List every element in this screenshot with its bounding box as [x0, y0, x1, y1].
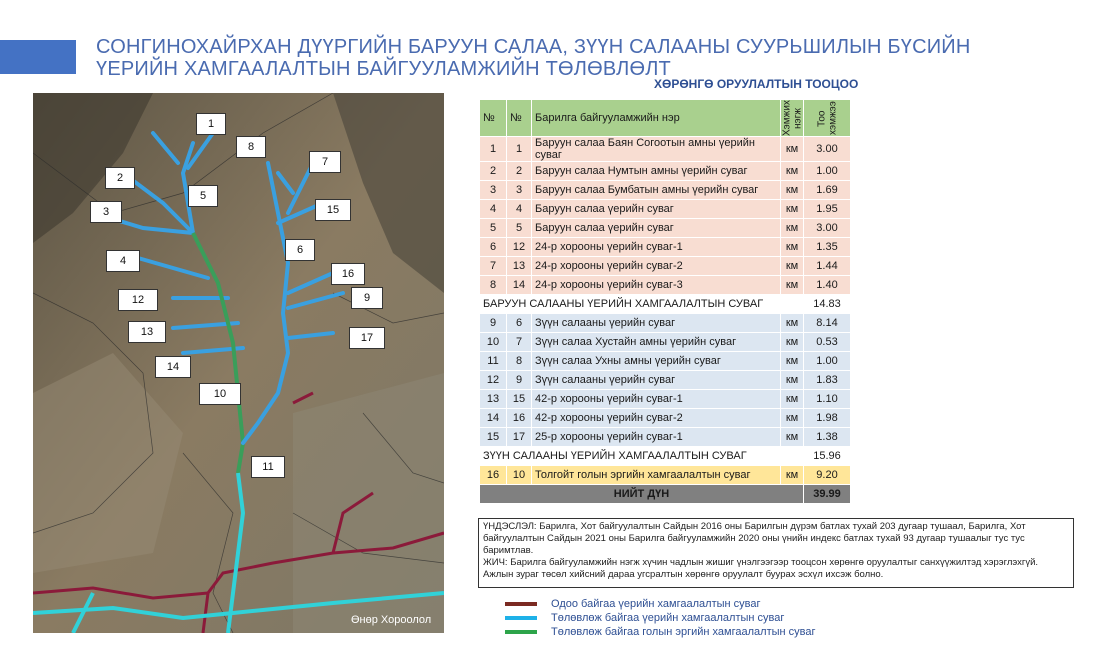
table-row — [480, 257, 851, 276]
row-unit: км — [781, 162, 804, 181]
table-row — [480, 314, 851, 333]
map-label-2: 2 — [105, 167, 135, 189]
row-unit: км — [781, 276, 804, 295]
east-sum-value: 15.96 — [804, 447, 851, 466]
legend-label-river: Төлөвлөж байгаа голын эргийн хамгаалалтын суваг — [551, 626, 816, 638]
legend-swatch-planned — [505, 616, 537, 620]
row-name: Зүүн салааны үерийн суваг — [532, 314, 781, 333]
col-unit: Хэмжих нэгж — [781, 100, 803, 136]
title-accent-block — [0, 40, 76, 74]
table-row — [480, 137, 851, 162]
row-qty: 1.40 — [804, 276, 851, 295]
map-label-3: 3 — [90, 201, 122, 223]
row-qty: 3.00 — [804, 137, 851, 162]
row-qty: 1.00 — [804, 162, 851, 181]
row-no1: 2 — [480, 162, 507, 181]
map-label-8: 8 — [236, 136, 266, 158]
row-qty: 1.95 — [804, 200, 851, 219]
row-no2: 9 — [507, 371, 532, 390]
row-qty: 1.00 — [804, 352, 851, 371]
river-a: 16 — [480, 466, 507, 485]
row-qty: 1.10 — [804, 390, 851, 409]
row-name: 42-р хорооны үерийн суваг-2 — [532, 409, 781, 428]
row-name: Баруун салаа Бумбатын амны үерийн суваг — [532, 181, 781, 200]
row-no1: 5 — [480, 219, 507, 238]
map-label-16: 16 — [331, 263, 365, 285]
map-panel — [33, 93, 444, 633]
table-row — [480, 238, 851, 257]
river-row — [480, 466, 851, 485]
row-no2: 13 — [507, 257, 532, 276]
legend-swatch-river — [505, 630, 537, 634]
table-row — [480, 276, 851, 295]
row-unit: км — [781, 137, 804, 162]
table-row — [480, 371, 851, 390]
row-name: 25-р хорооны үерийн суваг-1 — [532, 428, 781, 447]
note-basis: ҮНДЭСЛЭЛ: Барилга, Хот байгуулалтын Сайдын 2016 оны Барилгын дүрэм батлах тухай 203 дугаар тушаал, Барилга, Хот байгуулалтын Сайдын 2021 оны Барилга байгууламжийн 2020 оны үнийн индекс батлах тухай 93 дугаар тушаалыг тус тус баримтлав. — [483, 521, 1026, 556]
note-box — [478, 518, 1074, 588]
row-no1: 12 — [480, 371, 507, 390]
row-no1: 14 — [480, 409, 507, 428]
table-row — [480, 352, 851, 371]
map-label-9: 9 — [351, 287, 383, 309]
east-rows — [480, 314, 851, 447]
east-sum-label: ЗҮҮН САЛААНЫ ҮЕРИЙН ХАМГААЛАЛТЫН СУВАГ — [480, 447, 804, 466]
row-name: 42-р хорооны үерийн суваг-1 — [532, 390, 781, 409]
row-name: Зүүн салаа Хустайн амны үерийн суваг — [532, 333, 781, 352]
row-name: 24-р хорооны үерийн суваг-2 — [532, 257, 781, 276]
legend-label-existing: Одоо байгаа үерийн хамгаалалтын суваг — [551, 598, 761, 610]
total-label: НИЙТ ДҮН — [480, 485, 804, 504]
map-label-17: 17 — [349, 327, 385, 349]
map-label-13: 13 — [128, 321, 166, 343]
row-qty: 1.35 — [804, 238, 851, 257]
legend-existing — [505, 598, 761, 610]
row-qty: 1.83 — [804, 371, 851, 390]
river-b: 10 — [507, 466, 532, 485]
row-name: Баруун салаа үерийн суваг — [532, 219, 781, 238]
row-qty: 1.98 — [804, 409, 851, 428]
row-qty: 8.14 — [804, 314, 851, 333]
row-no1: 9 — [480, 314, 507, 333]
row-no1: 6 — [480, 238, 507, 257]
row-qty: 1.69 — [804, 181, 851, 200]
row-no2: 8 — [507, 352, 532, 371]
row-name: 24-р хорооны үерийн суваг-3 — [532, 276, 781, 295]
map-graphic — [33, 93, 444, 633]
west-sum-value: 14.83 — [804, 295, 851, 314]
row-no1: 11 — [480, 352, 507, 371]
row-no2: 5 — [507, 219, 532, 238]
col-no1: № — [480, 100, 507, 137]
map-label-6: 6 — [285, 239, 315, 261]
row-unit: км — [781, 371, 804, 390]
row-name: Зүүн салаа Ухны амны үерийн суваг — [532, 352, 781, 371]
table-row — [480, 181, 851, 200]
row-qty: 3.00 — [804, 219, 851, 238]
row-no2: 6 — [507, 314, 532, 333]
row-no1: 13 — [480, 390, 507, 409]
row-name: Баруун салаа Баян Согоотын амны үерийн суваг — [532, 137, 781, 162]
row-unit: км — [781, 181, 804, 200]
table-row — [480, 409, 851, 428]
row-no1: 4 — [480, 200, 507, 219]
row-no2: 16 — [507, 409, 532, 428]
map-label-5: 5 — [188, 185, 218, 207]
table-row — [480, 219, 851, 238]
legend-swatch-existing — [505, 602, 537, 606]
row-unit: км — [781, 390, 804, 409]
total-value: 39.99 — [804, 485, 851, 504]
river-unit: км — [781, 466, 804, 485]
row-no2: 1 — [507, 137, 532, 162]
row-unit: км — [781, 333, 804, 352]
table-subtitle: ХӨРӨНГӨ ОРУУЛАЛТЫН ТООЦОО — [654, 77, 859, 91]
map-label-10: 10 — [199, 383, 241, 405]
table-header-row — [480, 100, 851, 137]
row-qty: 1.44 — [804, 257, 851, 276]
row-no2: 7 — [507, 333, 532, 352]
map-label-7: 7 — [309, 151, 341, 173]
row-no1: 1 — [480, 137, 507, 162]
row-unit: км — [781, 409, 804, 428]
row-unit: км — [781, 428, 804, 447]
river-qty: 9.20 — [804, 466, 851, 485]
row-no2: 17 — [507, 428, 532, 447]
table-row — [480, 428, 851, 447]
row-name: Баруун салаа Нумтын амны үерийн суваг — [532, 162, 781, 181]
note-remark: ЖИЧ: Барилга байгууламжийн нэгж хүчин чадлын жишиг үнэлгээгээр тооцсон хөрөнгө оруулалтыг санхүүжилтэд хэрэглэхгүй. Ажлын зураг төсөл хийсний дараа угсралтын хөрөнгө оруулалт буурах эсхүл ихсэж болно. — [483, 557, 1039, 580]
river-name: Толгойт голын эргийн хамгаалалтын суваг — [532, 466, 781, 485]
row-no1: 15 — [480, 428, 507, 447]
row-no2: 4 — [507, 200, 532, 219]
row-no2: 2 — [507, 162, 532, 181]
map-label-14: 14 — [155, 356, 191, 378]
map-label-1: 1 — [196, 113, 226, 135]
row-name: Баруун салаа үерийн суваг — [532, 200, 781, 219]
col-no2: № — [507, 100, 532, 137]
row-no2: 12 — [507, 238, 532, 257]
col-name: Барилга байгууламжийн нэр — [532, 100, 781, 137]
table-row — [480, 200, 851, 219]
legend-label-planned: Төлөвлөж байгаа үерийн хамгаалалтын суваг — [551, 612, 785, 624]
map-label-12: 12 — [118, 289, 158, 311]
row-no1: 7 — [480, 257, 507, 276]
table-row — [480, 162, 851, 181]
legend-planned — [505, 612, 784, 624]
row-unit: км — [781, 352, 804, 371]
row-no1: 10 — [480, 333, 507, 352]
row-unit: км — [781, 238, 804, 257]
row-no2: 3 — [507, 181, 532, 200]
total-row — [480, 485, 851, 504]
row-no2: 15 — [507, 390, 532, 409]
row-name: Зүүн салааны үерийн суваг — [532, 371, 781, 390]
row-unit: км — [781, 257, 804, 276]
table-row — [480, 333, 851, 352]
west-sum-label: БАРУУН САЛААНЫ ҮЕРИЙН ХАМГААЛАЛТЫН СУВАГ — [480, 295, 804, 314]
map-label-11: 11 — [251, 456, 285, 478]
row-name: 24-р хорооны үерийн суваг-1 — [532, 238, 781, 257]
map-label-4: 4 — [106, 250, 140, 272]
row-qty: 1.38 — [804, 428, 851, 447]
col-qty: Тоо хэмжээ — [804, 100, 851, 137]
page-title: СОНГИНОХАЙРХАН ДҮҮРГИЙН БАРУУН САЛАА, ЗҮҮН САЛААНЫ СУУРЬШИЛЫН БҮСИЙН ҮЕРИЙН ХАМГААЛАЛТЫН БАЙГУУЛАМЖИЙН ТӨЛӨВЛӨЛТ — [96, 36, 971, 80]
west-sum-row — [480, 295, 851, 314]
row-unit: км — [781, 219, 804, 238]
row-no1: 8 — [480, 276, 507, 295]
map-place-label: Өнөр Хороолол — [351, 614, 432, 626]
east-sum-row — [480, 447, 851, 466]
row-qty: 0.53 — [804, 333, 851, 352]
row-no1: 3 — [480, 181, 507, 200]
row-no2: 14 — [507, 276, 532, 295]
row-unit: км — [781, 314, 804, 333]
table-row — [480, 390, 851, 409]
map-label-15: 15 — [315, 199, 351, 221]
west-rows — [480, 137, 851, 295]
investment-table — [479, 99, 851, 504]
row-unit: км — [781, 200, 804, 219]
legend-river — [505, 626, 816, 638]
